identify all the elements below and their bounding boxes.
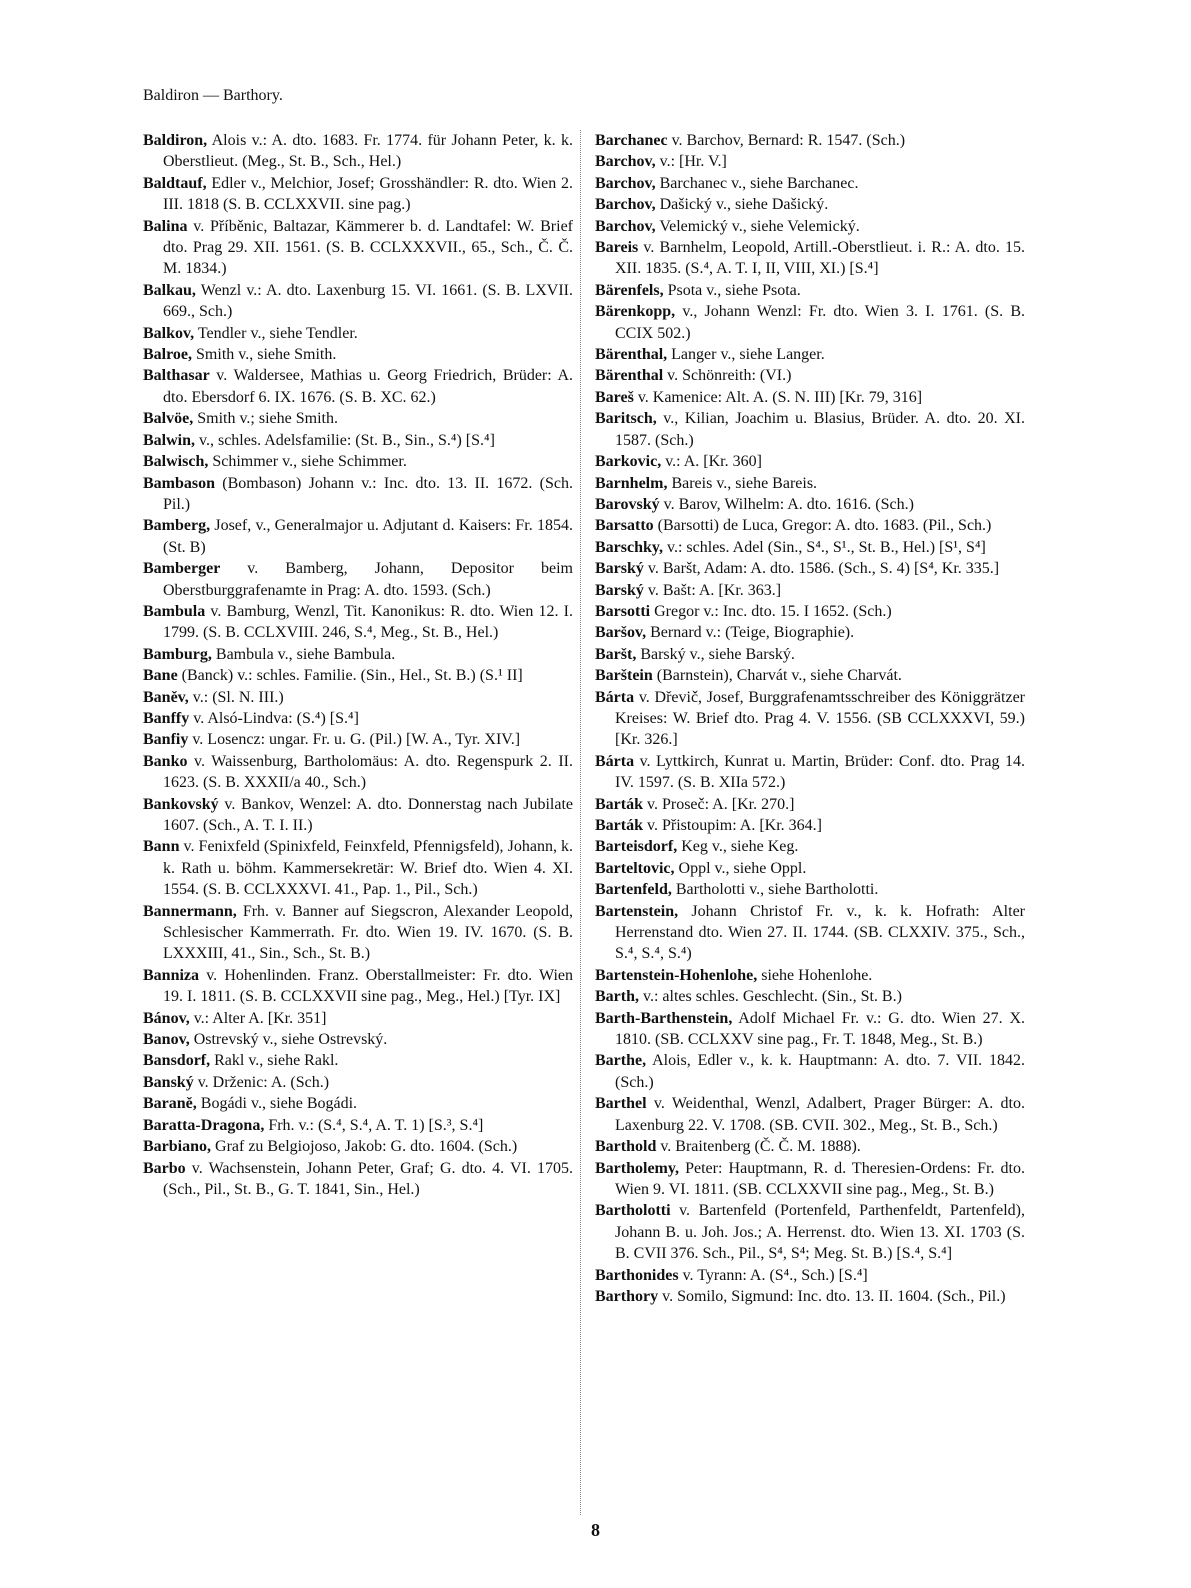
entry-headword: Barth-Barthenstein, [595,1009,733,1027]
entry-headword: Bartholemy, [595,1159,679,1177]
dictionary-entry [595,665,1025,686]
entry-headword: Barteltovic, [595,859,675,877]
dictionary-entry [595,751,1025,794]
entry-headword: Barchov, [595,174,656,192]
entry-headword: Barbo [143,1159,186,1177]
dictionary-entry [595,387,1025,408]
entry-headword: Banfiy [143,731,189,749]
dictionary-entry [595,173,1025,194]
dictionary-entry [595,1200,1025,1264]
entry-text: Rakl v., siehe Rakl. [210,1052,339,1070]
dictionary-entry [595,151,1025,172]
dictionary-entry [595,344,1025,365]
entry-headword: Bamburg, [143,645,212,663]
entry-headword: Bambason [143,474,216,492]
right-column [595,130,1025,1307]
entry-text: v. Schönreith: (VI.) [663,367,792,385]
entry-text: v.: A. [Kr. 360] [661,453,762,471]
dictionary-entry [595,601,1025,622]
entry-headword: Barnhelm, [595,474,668,492]
entry-headword: Bärenthal, [595,346,668,364]
entry-text: Schimmer v., siehe Schimmer. [208,453,407,471]
dictionary-entry [595,451,1025,472]
dictionary-entry [143,1136,573,1157]
running-header: Baldiron — Barthory. [143,87,283,104]
dictionary-entry [143,1158,573,1201]
entry-headword: Balkov, [143,324,195,342]
entry-text: Barský v., siehe Barský. [636,645,795,663]
entry-headword: Baršov, [595,624,647,642]
entry-headword: Bamberger [143,560,221,578]
entry-text: v. Příběnic, Baltazar, Kämmerer b. d. Landtafel: W. Brief dto. Prag 29. XII. 1561. (S. B. CCLXXXVII., 65., Sch., Č. Č. M. 1834.) [163,217,573,278]
entry-headword: Banffy [143,709,190,727]
entry-text: v., Johann Wenzl: Fr. dto. Wien 3. I. 1761. (S. B. CCIX 502.) [615,303,1025,342]
entry-headword: Banniza [143,966,200,984]
entry-headword: Barschky, [595,538,664,556]
entry-text: Velemický v., siehe Velemický. [655,217,860,235]
entry-headword: Balroe, [143,346,193,364]
dictionary-entry [595,622,1025,643]
entry-text: (Barsotti) de Luca, Gregor: A. dto. 1683. (Pil., Sch.) [653,517,992,535]
dictionary-entry [143,708,573,729]
entry-text: Barchanec v., siehe Barchanec. [655,174,859,192]
entry-text: (Barnstein), Charvát v., siehe Charvát. [652,667,902,685]
dictionary-entry [595,687,1025,751]
entry-text: Graf zu Belgiojoso, Jakob: G. dto. 1604. (Sch.) [211,1138,518,1156]
entry-headword: Barsotti [595,602,651,620]
entry-headword: Barchov, [595,153,656,171]
dictionary-entry [143,451,573,472]
dictionary-entry [595,1265,1025,1286]
entry-text: v. Bankov, Wenzel: A. dto. Donnerstag nach Jubilate 1607. (Sch., A. T. I. II.) [163,795,573,834]
entry-headword: Bartholotti [595,1202,671,1220]
entry-headword: Baněv, [143,688,189,706]
entry-text: v., schles. Adelsfamilie: (St. B., Sin., S.⁴) [S.⁴] [195,431,495,449]
entry-text: v. Lyttkirch, Kunrat u. Martin, Brüder: Conf. dto. Prag 14. IV. 1597. (S. B. XIIa 572.) [615,752,1025,792]
entry-text: v. Barnhelm, Leopold, Artill.-Oberstlieut. i. R.: A. dto. 15. XII. 1835. (S.⁴, A. T. I, II, VIII, XI.) [S.⁴] [615,239,1025,278]
dictionary-entry [143,1093,573,1114]
entry-text: Keg v., siehe Keg. [677,838,799,856]
dictionary-entry [595,965,1025,986]
dictionary-entry [595,879,1025,900]
dictionary-entry [143,323,573,344]
entry-text: v. Braitenberg (Č. Č. M. 1888). [656,1138,861,1156]
entry-headword: Barbiano, [143,1138,212,1156]
entry-text: v. Waissenburg, Bartholomäus: A. dto. Regenspurk 2. II. 1623. (S. B. XXXII/a 40., Sch.) [163,752,573,792]
dictionary-entry [143,216,573,280]
entry-text: v. Bamburg, Wenzl, Tit. Kanonikus: R. dto. Wien 12. I. 1799. (S. B. CCLXVIII. 246, S.⁴, Meg., St. B., Hel.) [163,602,573,642]
dictionary-entry [595,1093,1025,1136]
entry-text: v. Alsó-Lindva: (S.⁴) [S.⁴] [189,709,359,727]
entry-headword: Bärenfels, [595,281,664,299]
entry-text: Smith v., siehe Smith. [192,346,337,364]
entry-headword: Balvöe, [143,410,194,428]
entry-text: Josef, v., Generalmajor u. Adjutant d. Kaisers: Fr. 1854. (St. B) [163,517,573,556]
entry-text: Frh. v.: (S.⁴, S.⁴, A. T. 1) [S.³, S.⁴] [264,1116,484,1134]
entry-headword: Bareis [595,239,639,257]
entry-text: Peter: Hauptmann, R. d. Theresien-Ordens: Fr. dto. Wien 9. VI. 1811. (SB. CCLXXVII sine pag., Meg., St. B.) [615,1159,1025,1198]
entry-headword: Baldtauf, [143,174,207,192]
dictionary-entry [143,1029,573,1050]
entry-headword: Baldiron, [143,132,208,149]
entry-headword: Bansdorf, [143,1052,211,1070]
entry-text: Gregor v.: Inc. dto. 15. I 1652. (Sch.) [650,602,892,620]
entry-headword: Balthasar [143,367,210,385]
dictionary-entry [143,601,573,644]
entry-text: v. Proseč: A. [Kr. 270.] [643,795,795,813]
entry-text: v. Somilo, Sigmund: Inc. dto. 13. II. 1604. (Sch., Pil.) [658,1287,1006,1305]
dictionary-entry [143,687,573,708]
entry-text: Frh. v. Banner auf Siegscron, Alexander Leopold, Schlesischer Kammerrath. Fr. dto. Wien 19. IV. 1670. (S. B. LXXXIII, 41., Sin., Sch., St. B.) [163,902,573,963]
entry-headword: Bane [143,667,178,685]
entry-text: Bogádi v., siehe Bogádi. [196,1095,358,1113]
entry-text: Bartholotti v., siehe Bartholotti. [671,881,879,899]
entry-headword: Barthonides [595,1266,679,1284]
dictionary-entry [143,729,573,750]
dictionary-entry [595,473,1025,494]
dictionary-entry [143,515,573,558]
dictionary-entry [595,580,1025,601]
entry-text: v. Wachsenstein, Johann Peter, Graf; G. dto. 4. VI. 1705. (Sch., Pil., St. B., G. T. 1841, Sin., Hel.) [163,1159,573,1198]
entry-text: v. Losencz: ungar. Fr. u. G. (Pil.) [W. A., Tyr. XIV.] [188,731,521,749]
dictionary-entry [143,173,573,216]
dictionary-entry [143,408,573,429]
entry-text: v. Drženic: A. (Sch.) [193,1073,330,1091]
dictionary-entry [595,408,1025,451]
dictionary-entry [143,665,573,686]
dictionary-entry [595,301,1025,344]
dictionary-entry [143,473,573,516]
entry-headword: Barteisdorf, [595,838,678,856]
entry-headword: Bartenstein, [595,902,679,920]
entry-headword: Bárta [595,688,635,706]
entry-headword: Baraně, [143,1095,197,1113]
left-column [143,130,573,1200]
entry-text: v.: [Hr. V.] [655,153,727,171]
entry-text: v. Bamberg, Johann, Depositor beim Oberstburggrafenamte in Prag: A. dto. 1593. (Sch.) [163,560,573,599]
dictionary-entry [143,1115,573,1136]
entry-text: Psota v., siehe Psota. [663,281,801,299]
entry-headword: Baratta-Dragona, [143,1116,265,1134]
page-number: 8 [591,1520,600,1540]
entry-text: v. Dřevič, Josef, Burggrafenamtsschreiber des Königgrätzer Kreises: W. Brief dto. Prag 4. V. 1556. (SB CCLXXXVI, 59.) [Kr. 326.] [615,688,1025,749]
entry-headword: Barkovic, [595,453,662,471]
entry-headword: Barchov, [595,196,656,214]
entry-headword: Banský [143,1073,194,1091]
dictionary-entry [143,1072,573,1093]
dictionary-entry [143,965,573,1008]
dictionary-entry [143,344,573,365]
dictionary-entry [595,901,1025,965]
entry-headword: Bann [143,838,180,856]
entry-headword: Bärenthal [595,367,664,385]
dictionary-entry [595,130,1025,151]
entry-headword: Bartenfeld, [595,881,672,899]
entry-headword: Barthel [595,1095,647,1113]
entry-text: Dašický v., siehe Dašický. [655,196,829,214]
entry-headword: Barchanec [595,132,668,149]
entry-headword: Bartenstein-Hohenlohe, [595,966,758,984]
dictionary-entry [143,836,573,900]
entry-text: v. Baršt, Adam: A. dto. 1586. (Sch., S. 4) [S⁴, Kr. 335.] [643,560,1000,578]
dictionary-entry [595,794,1025,815]
entry-text: Adolf Michael Fr. v.: G. dto. Wien 27. X. 1810. (SB. CCLXXV sine pag., Fr. T. 1848, Meg., St. B.) [615,1009,1025,1049]
entry-text: Alois, Edler v., k. k. Hauptmann: A. dto. 7. VII. 1842. (Sch.) [615,1052,1025,1091]
entry-text: v.: altes schles. Geschlecht. (Sin., St. B.) [639,988,902,1006]
entry-headword: Barták [595,817,643,834]
entry-text: Oppl v., siehe Oppl. [674,859,807,877]
entry-text: Alois v.: A. dto. 1683. Fr. 1774. für Johann Peter, k. k. Oberstlieut. (Meg., St. B., Sch., Hel.) [163,132,573,171]
entry-text: v. Weidenthal, Wenzl, Adalbert, Prager Bürger: A. dto. Laxenburg 22. V. 1708. (SB. CVII. 302., Meg., St. B., Sch.) [615,1095,1025,1134]
dictionary-entry [595,558,1025,579]
entry-headword: Bareš [595,388,634,406]
dictionary-entry [595,815,1025,836]
entry-headword: Barthold [595,1138,657,1156]
dictionary-entry [595,1158,1025,1201]
entry-headword: Balwin, [143,431,196,449]
entry-headword: Balkau, [143,281,196,299]
entry-headword: Bannermann, [143,902,237,920]
entry-text: v.: (Sl. N. III.) [188,688,284,706]
dictionary-entry [595,216,1025,237]
entry-text: v., Kilian, Joachim u. Blasius, Brüder. A. dto. 20. XI. 1587. (Sch.) [615,410,1025,449]
dictionary-entry [143,901,573,965]
dictionary-entry [595,986,1025,1007]
entry-text: v. Barchov, Bernard: R. 1547. (Sch.) [667,132,906,149]
entry-headword: Barth, [595,988,639,1006]
entry-text: v. Přistoupim: A. [Kr. 364.] [643,817,822,834]
entry-headword: Bárta [595,752,635,770]
entry-headword: Barský [595,560,644,578]
entry-text: Edler v., Melchior, Josef; Grosshändler: R. dto. Wien 2. III. 1818 (S. B. CCLXXVII. sine pag.) [163,174,573,214]
entry-text: Smith v.; siehe Smith. [193,410,338,428]
entry-text: Wenzl v.: A. dto. Laxenburg 15. VI. 1661. (S. B. LXVII. 669., Sch.) [163,281,573,321]
entry-text: Langer v., siehe Langer. [667,346,825,364]
entry-text: v. Hohenlinden. Franz. Oberstallmeister: Fr. dto. Wien 19. I. 1811. (S. B. CCLXXVII sine pag., Meg., Hel.) [Tyr. IX] [163,966,573,1006]
entry-text: Bambula v., siehe Bambula. [211,645,396,663]
dictionary-entry [595,1050,1025,1093]
dictionary-entry [595,194,1025,215]
entry-headword: Bánov, [143,1009,190,1027]
entry-text: v.: Alter A. [Kr. 351] [189,1009,327,1027]
dictionary-entry [143,1050,573,1071]
entry-headword: Barštein [595,667,653,685]
dictionary-entry [143,558,573,601]
entry-text: v. Barov, Wilhelm: A. dto. 1616. (Sch.) [659,495,914,513]
entry-text: Bareis v., siehe Bareis. [667,474,818,492]
entry-headword: Balina [143,217,188,235]
entry-text: v. Bartenfeld (Portenfeld, Parthenfeldt, Partenfeld), Johann B. u. Joh. Jos.; A. Herrenst. dto. Wien 13. XI. 1703 (S. B. CVII 376. Sch., Pil., S⁴, S⁴; Meg. St. B.) [S.⁴, S.⁴] [615,1202,1025,1263]
entry-headword: Barovský [595,495,660,513]
dictionary-entry [595,1286,1025,1307]
entry-text: v. Tyrann: A. (S⁴., Sch.) [S.⁴] [678,1266,868,1284]
entry-text: v. Waldersee, Mathias u. Georg Friedrich, Brüder: A. dto. Ebersdorf 6. IX. 1676. (S. B. XC. 62.) [163,367,573,406]
dictionary-entry [595,836,1025,857]
dictionary-entry [595,365,1025,386]
entry-text: (Banck) v.: schles. Familie. (Sin., Hel., St. B.) (S.¹ II] [177,667,523,685]
entry-text: siehe Hohenlohe. [757,966,873,984]
entry-text: Johann Christof Fr. v., k. k. Hofrath: Alter Herrenstand dto. Wien 27. II. 1744. (SB. CLXXIV. 375., Sch., S.⁴, S.⁴, S.⁴) [615,902,1025,963]
dictionary-entry [595,280,1025,301]
entry-headword: Barsatto [595,517,654,535]
entry-text: Tendler v., siehe Tendler. [194,324,358,342]
entry-headword: Baritsch, [595,410,657,428]
column-divider [580,130,581,1515]
dictionary-entry [143,1008,573,1029]
entry-headword: Barthe, [595,1052,647,1070]
entry-text: v.: schles. Adel (Sin., S⁴., S¹., St. B., Hel.) [S¹, S⁴] [663,538,986,556]
dictionary-entry [143,794,573,837]
dictionary-entry [595,1008,1025,1051]
entry-text: v. Bašt: A. [Kr. 363.] [643,581,782,599]
dictionary-entry [595,537,1025,558]
dictionary-entry [143,280,573,323]
dictionary-entry [595,644,1025,665]
entry-text: v. Fenixfeld (Spinixfeld, Feinxfeld, Pfennigsfeld), Johann, k. k. Rath u. böhm. Kammersekretär: W. Brief dto. Wien 4. XI. 1554. (S. B. CCLXXXVI. 41., Pap. 1., Pil., Sch.) [163,838,573,899]
entry-headword: Balwisch, [143,453,209,471]
entry-headword: Banko [143,752,188,770]
dictionary-entry [143,365,573,408]
entry-headword: Barský [595,581,644,599]
entry-headword: Bamberg, [143,517,211,535]
entry-text: (Bombason) Johann v.: Inc. dto. 13. II. 1672. (Sch. Pil.) [163,474,573,513]
entry-text: v. Kamenice: Alt. A. (S. N. III) [Kr. 79, 316] [633,388,923,406]
entry-headword: Barták [595,795,643,813]
dictionary-entry [143,130,573,173]
dictionary-entry [595,515,1025,536]
dictionary-entry [595,858,1025,879]
entry-headword: Bambula [143,602,206,620]
entry-headword: Banov, [143,1031,190,1049]
entry-headword: Bankovský [143,795,219,813]
entry-text: Ostrevský v., siehe Ostrevský. [189,1031,388,1049]
entry-headword: Bärenkopp, [595,303,676,321]
dictionary-entry [595,494,1025,515]
dictionary-entry [143,751,573,794]
entry-text: Bernard v.: (Teige, Biographie). [646,624,855,642]
dictionary-entry [595,237,1025,280]
dictionary-entry [143,644,573,665]
entry-headword: Barthory [595,1287,659,1305]
dictionary-entry [143,430,573,451]
entry-headword: Baršt, [595,645,637,663]
entry-headword: Barchov, [595,217,656,235]
dictionary-entry [595,1136,1025,1157]
